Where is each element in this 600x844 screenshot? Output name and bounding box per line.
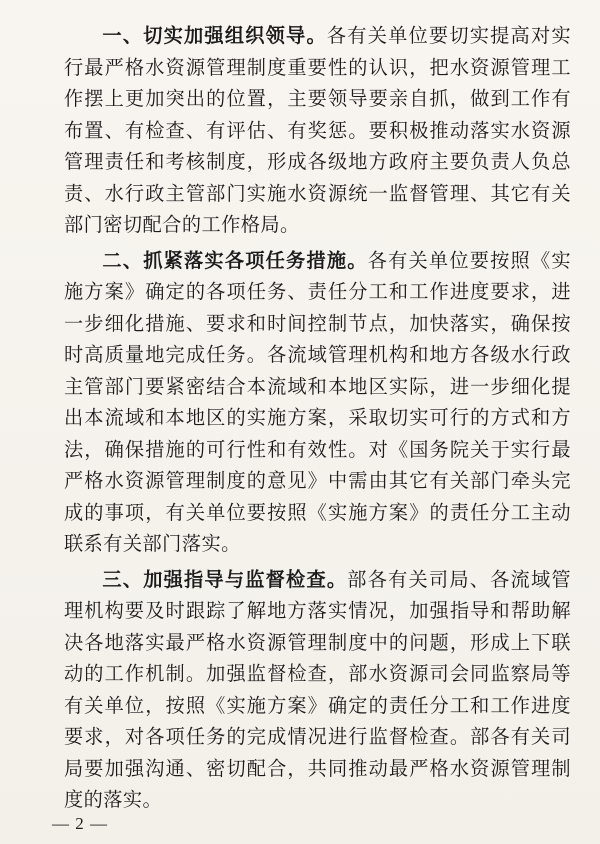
paragraph-1-heading: 一、切实加强组织领导。 xyxy=(102,24,327,47)
paragraph-3 xyxy=(64,564,571,816)
paragraph-2-heading: 二、抓紧落实各项任务措施。 xyxy=(102,248,368,272)
paragraph-2 xyxy=(64,245,571,560)
document-body xyxy=(64,20,571,816)
page-number: — 2 — xyxy=(52,814,108,833)
paragraph-1 xyxy=(64,20,571,241)
paragraph-3-heading: 三、加强指导与监督检查。 xyxy=(102,567,348,591)
paragraph-1-body: 各有关单位要切实提高对实行最严格水资源管理制度重要性的认识，把水资源管理工作摆上更加突出的位置，主要领导要亲自抓，做到工作有布置、有检查、有评估、有奖惩。要积极推动落实水资源管理责任和考核制度，形成各级地方政府主要负责人负总责、水行政主管部门实施水资源统一监督管理、其它有关部门密切配合的工作格局。 xyxy=(64,24,571,236)
paragraph-2-body: 各有关单位要按照《实施方案》确定的各项任务、责任分工和工作进度要求，进一步细化措施、要求和时间控制节点，加快落实，确保按时高质量地完成任务。各流域管理机构和地方各级水行政主管部门要紧密结合本流域和本地区实际，进一步细化提出本流域和本地区的实施方案，采取切实可行的方式和方法，确保措施的可行性和有效性。对《国务院关于实行最严格水资源管理制度的意见》中需由其它有关部门牵头完成的事项，有关单位要按照《实施方案》的责任分工主动联系有关部门落实。 xyxy=(64,248,571,555)
paragraph-3-body: 部各有关司局、各流域管理机构要及时跟踪了解地方落实情况，加强指导和帮助解决各地落实最严格水资源管理制度中的问题，形成上下联动的工作机制。加强监督检查，部水资源司会同监察局等有关单位，按照《实施方案》确定的责任分工和工作进度要求，对各项任务的完成情况进行监督检查。部各有关司局要加强沟通、密切配合，共同推动最严格水资源管理制度的落实。 xyxy=(64,567,571,811)
